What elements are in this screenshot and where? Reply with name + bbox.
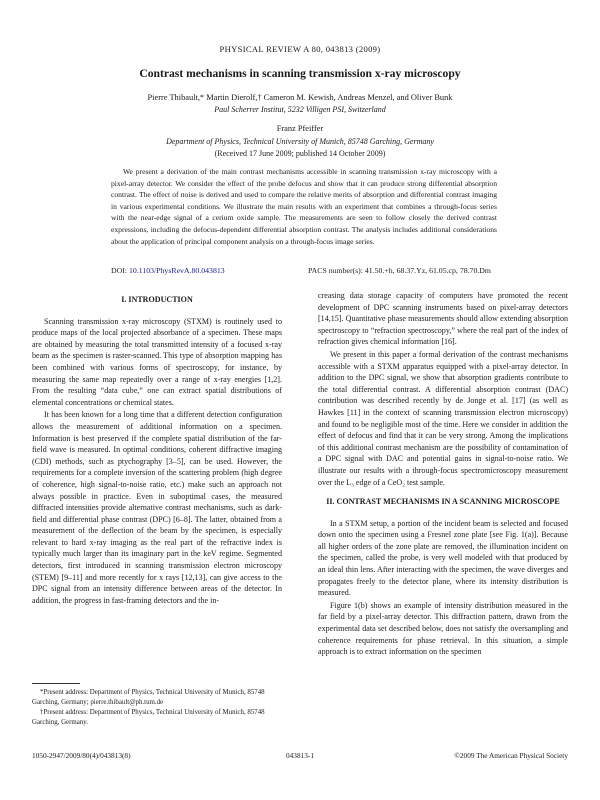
doi-line xyxy=(111,266,497,275)
right-column xyxy=(318,290,568,659)
paragraph: Scanning transmission x-ray microscopy (STXM) is routinely used to produce maps of the local projected absorbance of a specimen. These maps are obtained by measuring the total transmitted intensity of a focused x-ray beam as the specimen is raster-scanned. This type of absorption mapping has been combined with various forms of spectroscopy, for instance, by measuring the same map repeatedly over a range of x-ray energies [1,2]. From the resulting “data cube,” one can extract spatial distributions of elemental concentrations or chemical states. xyxy=(32,316,282,407)
paper-title: Contrast mechanisms in scanning transmission x-ray microscopy xyxy=(139,67,461,80)
paragraph: It has been known for a long time that a different detection configuration allows the measurement of additional information on a specimen. Information is best preserved if the complete spatial distribution of the far-field wave is measured. In optimal conditions, coherent diffractive imaging (CDI) methods, such as ptychography [3–5], can be used. However, the requirements for a complete inversion of the scattering problem (high degree of coherence, high signal-to-noise ratio, etc.) make such an approach not always possible in practice. Even in suboptimal cases, the measured diffracted intensities provide alternative contrast mechanisms, such as dark-field and differential phase contrast (DPC) [6–8]. The latter, obtained from a measurement of the deflection of the beam by the specimen, is especially relevant to hard x-ray imaging as the real part of the refractive index is typically much larger than its imaginary part in the keV regime. Segmented detectors, first introduced in scanning transmission electron microscopy (STEM) [9–11] and more recently for x rays [12,13], can give access to the DPC signal from an intensity difference between areas of the detector. In addition, the progress in fast-framing detectors and the in- xyxy=(32,410,282,605)
footer-copyright: ©2009 The American Physical Society xyxy=(454,751,568,760)
affiliation-2: Department of Physics, Technical University of Munich, 85748 Garching, Germany xyxy=(166,137,434,146)
left-column xyxy=(32,290,282,607)
footnote: †Present address: Department of Physics, Technical University of Munich, 85748 Garching, Germany. xyxy=(32,709,265,726)
footnotes xyxy=(32,688,282,728)
author-2: Franz Pfeiffer xyxy=(276,124,324,133)
footnote-divider xyxy=(32,683,80,684)
paragraph: In a STXM setup, a portion of the incident beam is selected and focused down onto the specimen using a Fresnel zone plate [see Fig. 1(a)]. Because all higher orders of the zone plate are removed, the illumination incident on the specimen, called the probe, is very well modeled with that produced by an ideal thin lens. After interacting with the specimen, the wave diverges and propagates freely to the detector plane, where its intensity distribution is measured. xyxy=(318,518,568,598)
author-list: Pierre Thibault,* Martin Dierolf,† Cameron M. Kewish, Andreas Menzel, and Oliver Bunk xyxy=(147,93,453,102)
journal-header: PHYSICAL REVIEW A 80, 043813 (2009) xyxy=(219,44,381,54)
section-heading-contrast-mechanisms: II. CONTRAST MECHANISMS IN A SCANNING MICROSCOPE xyxy=(326,497,560,507)
paragraph: Figure 1(b) shows an example of intensity distribution measured in the far field by a pixel-array detector. This diffraction pattern, drawn from the experimental data set described below, does not satisfy the oversampling and coherence requirements for phase retrieval. In this situation, a simple approach is to extract information on the specimen xyxy=(318,600,568,657)
footnote: *Present address: Department of Physics, Technical University of Munich, 85748 Garching, Germany; pierre.thibault@ph.tum.de xyxy=(32,689,265,706)
footer-issn: 1050-2947/2009/80(4)/043813(8) xyxy=(32,751,131,760)
section-heading-introduction: I. INTRODUCTION xyxy=(121,295,193,304)
doi-label: DOI: xyxy=(111,266,128,275)
paragraph: creasing data storage capacity of computers have promoted the recent development of DPC scanning instruments based on pixel-array detectors [14,15]. Quantitative phase measurements should allow extending absorption spectroscopy to “refraction spectroscopy,” where the real part of the index of refraction gives chemical information [16]. xyxy=(318,291,568,347)
doi-link[interactable]: 10.1103/PhysRevA.80.043813 xyxy=(128,266,225,275)
footer-page-number: 043813-1 xyxy=(286,751,314,760)
affiliation-1: Paul Scherrer Institut, 5232 Villigen PSI, Switzerland xyxy=(214,105,386,114)
received-dates: (Received 17 June 2009; published 14 October 2009) xyxy=(214,149,386,158)
paragraph: We present in this paper a formal derivation of the contrast mechanisms accessible with a STXM apparatus equipped with a pixel-array detector. In addition to the DPC signal, we show that absorption gradients contribute to the total differential contrast. A differential absorption contrast (DAC) contribution was described recently by de Jonge et al. [17] (as well as Hawkes [11] in the context of scanning transmission electron microscopy) and found to be negligible most of the time. Here we consider in addition the effect of defocus and find that it can be very strong. Among the implications of this additional contrast mechanism are the possibility of contamination of a DPC signal with DAC and potential gains in signal-to-noise ratio. We illustrate our results with a through-focus spectromicroscopy measurement over the L₃ edge of a CeO₂ test sample. xyxy=(318,349,568,487)
pacs-numbers: PACS number(s): 41.50.+h, 68.37.Yz, 61.05.cp, 78.70.Dm xyxy=(308,266,492,275)
abstract: We present a derivation of the main contrast mechanisms accessible in scanning transmission x-ray microscopy with a pixel-array detector. We consider the effect of the probe defocus and show that it can produce strong differential absorption contrast. The effect of noise is derived and used to compare the relative merits of absorption and differential contrast imaging in various experimental conditions. We illustrate the main results with an experiment that combines a through-focus series with the near-edge signal of a cerium oxide sample. The measurements are seen to follow closely the derived contrast expressions, including the defocus-dependent differential absorption contrast. The analysis includes additional considerations about the application of principal component analysis on a through-focus image series. xyxy=(111,167,497,246)
